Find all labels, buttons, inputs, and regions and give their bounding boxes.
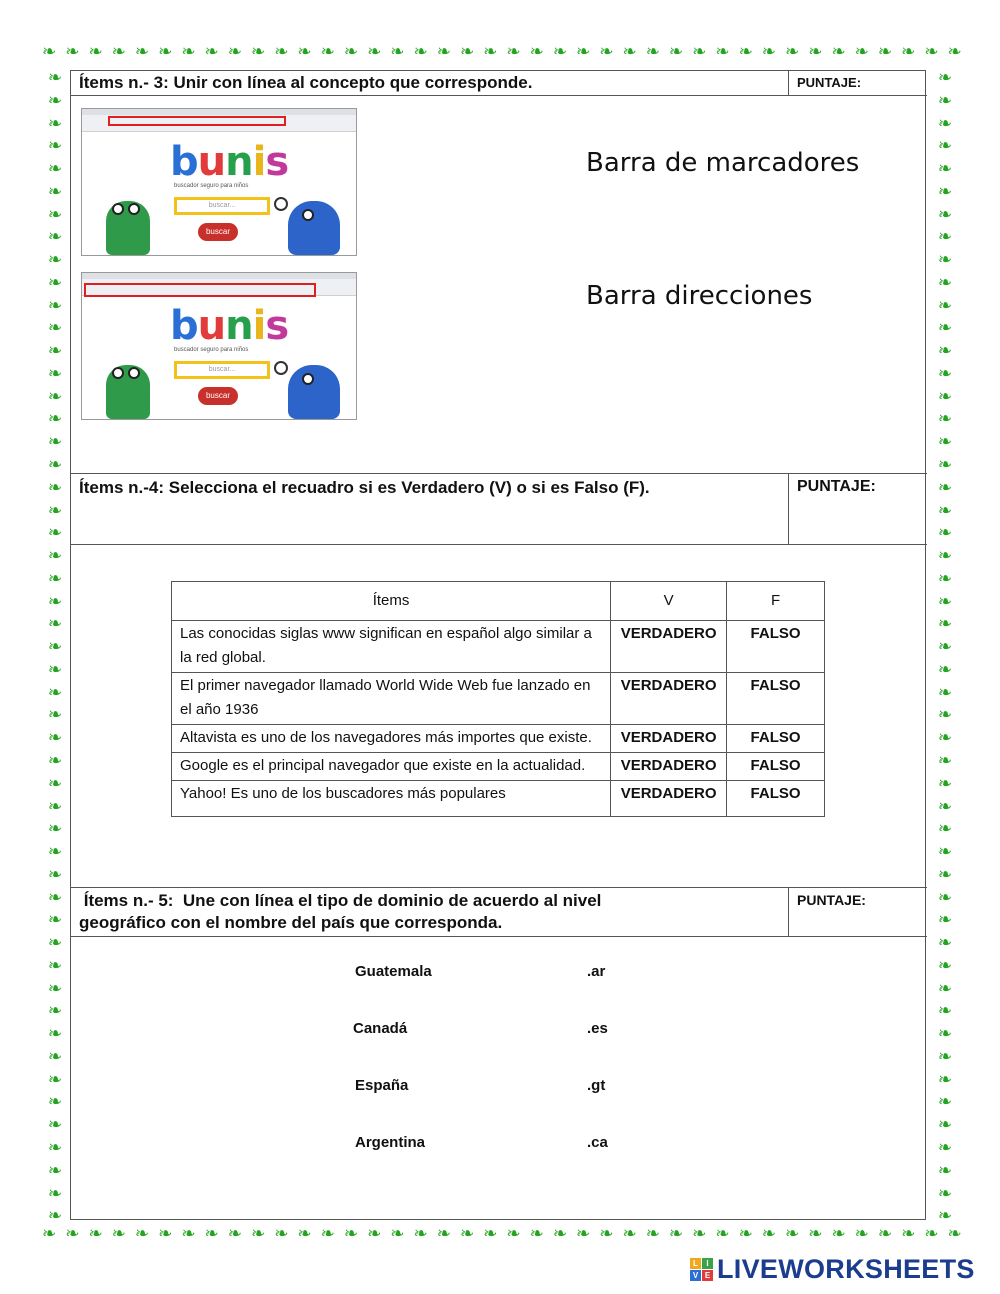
vine-leaf-icon: ❧	[937, 159, 953, 180]
liveworksheets-watermark	[690, 1254, 975, 1285]
vine-leaf-icon: ❧	[47, 978, 63, 999]
vine-leaf-icon: ❧	[42, 44, 57, 62]
vine-leaf-icon: ❧	[937, 546, 953, 567]
statement: El primer navegador llamado World Wide Web fue lanzado en el año 1936	[172, 673, 611, 725]
liveworksheets-text: LIVEWORKSHEETS	[717, 1254, 975, 1284]
vine-leaf-icon: ❧	[924, 44, 939, 62]
vine-leaf-icon: ❧	[250, 44, 266, 62]
option-verdadero[interactable]: VERDADERO	[611, 673, 727, 725]
vine-leaf-icon: ❧	[47, 227, 63, 248]
vine-leaf-icon: ❧	[808, 1226, 823, 1244]
vine-leaf-icon: ❧	[937, 887, 953, 908]
vine-leaf-icon: ❧	[483, 44, 498, 62]
vine-leaf-icon: ❧	[111, 1226, 126, 1244]
section3-body	[71, 96, 927, 474]
vine-leaf-icon: ❧	[47, 409, 63, 430]
vine-border-top	[42, 44, 962, 66]
vine-leaf-icon: ❧	[390, 1226, 405, 1244]
vine-leaf-icon: ❧	[47, 659, 63, 680]
vine-leaf-icon: ❧	[937, 1092, 953, 1113]
vine-leaf-icon: ❧	[42, 1226, 57, 1244]
vine-border-bottom	[42, 1226, 962, 1248]
screenshot-bookmarks-bar[interactable]	[81, 272, 357, 420]
vine-leaf-icon: ❧	[937, 773, 953, 794]
vine-leaf-icon: ❧	[785, 44, 800, 62]
vine-leaf-icon: ❧	[937, 1137, 953, 1158]
section4-header	[71, 474, 927, 545]
vine-leaf-icon: ❧	[47, 1183, 63, 1204]
vine-leaf-icon: ❧	[250, 1226, 266, 1244]
vine-leaf-icon: ❧	[47, 70, 63, 88]
vine-leaf-icon: ❧	[158, 1226, 173, 1244]
vine-leaf-icon: ❧	[65, 44, 80, 62]
vine-leaf-icon: ❧	[274, 1226, 289, 1244]
vine-leaf-icon: ❧	[937, 90, 953, 111]
vine-leaf-icon: ❧	[785, 1226, 800, 1244]
vine-leaf-icon: ❧	[227, 44, 242, 62]
bunis-logo: bunis	[170, 139, 289, 185]
vine-leaf-icon: ❧	[47, 1001, 63, 1022]
vine-leaf-icon: ❧	[937, 272, 953, 293]
vine-leaf-icon: ❧	[715, 1226, 730, 1244]
monster-eye-icon	[128, 203, 140, 215]
section3-header	[71, 71, 927, 96]
country-espana[interactable]: España	[355, 1077, 409, 1094]
vine-leaf-icon: ❧	[158, 44, 173, 62]
country-canada[interactable]: Canadá	[353, 1020, 408, 1037]
option-falso[interactable]: FALSO	[727, 673, 825, 725]
section5-body	[71, 937, 927, 1220]
section5-title	[79, 890, 779, 934]
worksheet	[70, 70, 926, 1220]
vine-leaf-icon: ❧	[506, 44, 521, 62]
vine-leaf-icon: ❧	[47, 1206, 63, 1226]
vine-leaf-icon: ❧	[645, 1226, 660, 1244]
vine-leaf-icon: ❧	[47, 523, 63, 544]
vine-leaf-icon: ❧	[599, 44, 614, 62]
bunis-tagline: buscador seguro para niños	[174, 347, 249, 353]
statement: Altavista es uno de los navegadores más importes que existe.	[172, 725, 611, 753]
vine-leaf-icon: ❧	[552, 44, 568, 62]
vine-leaf-icon: ❧	[738, 44, 753, 62]
vine-leaf-icon: ❧	[937, 204, 953, 225]
option-verdadero[interactable]: VERDADERO	[611, 725, 727, 753]
vine-leaf-icon: ❧	[937, 819, 953, 840]
vine-leaf-icon: ❧	[297, 1226, 312, 1244]
vine-leaf-icon: ❧	[47, 933, 63, 954]
vine-leaf-icon: ❧	[937, 1115, 953, 1136]
vine-leaf-icon: ❧	[937, 227, 953, 248]
vine-leaf-icon: ❧	[320, 1226, 335, 1244]
vine-leaf-icon: ❧	[343, 44, 359, 62]
section5-title-line1: Ítems n.- 5: Une con línea el tipo de dominio de acuerdo al nivel	[79, 891, 602, 910]
vine-leaf-icon: ❧	[937, 910, 953, 931]
magnifier-icon	[274, 361, 288, 375]
vine-leaf-icon: ❧	[47, 455, 63, 476]
vine-leaf-icon: ❧	[47, 477, 63, 498]
vine-leaf-icon: ❧	[877, 1226, 893, 1244]
vine-leaf-icon: ❧	[204, 1226, 219, 1244]
vine-leaf-icon: ❧	[47, 136, 63, 157]
section4-title: Ítems n.-4: Selecciona el recuadro si es Verdadero (V) o si es Falso (F).	[79, 478, 650, 497]
vine-leaf-icon: ❧	[937, 637, 953, 658]
vine-leaf-icon: ❧	[937, 318, 953, 339]
statement: Yahoo! Es uno de los buscadores más populares	[172, 781, 611, 817]
vine-leaf-icon: ❧	[65, 1226, 80, 1244]
domain-ca[interactable]: .ca	[587, 1134, 608, 1151]
vine-leaf-icon: ❧	[529, 1226, 544, 1244]
vine-leaf-icon: ❧	[134, 44, 150, 62]
vine-border-left	[44, 70, 66, 1226]
vine-leaf-icon: ❧	[47, 295, 63, 316]
vine-leaf-icon: ❧	[47, 568, 63, 589]
vine-leaf-icon: ❧	[937, 750, 953, 771]
vine-leaf-icon: ❧	[47, 796, 63, 817]
vine-leaf-icon: ❧	[181, 44, 196, 62]
vine-leaf-icon: ❧	[937, 955, 953, 976]
vine-leaf-icon: ❧	[47, 819, 63, 840]
vine-leaf-icon: ❧	[367, 1226, 382, 1244]
vine-leaf-icon: ❧	[459, 44, 475, 62]
statement: Google es el principal navegador que existe en la actualidad.	[172, 753, 611, 781]
vine-leaf-icon: ❧	[47, 591, 63, 612]
vine-leaf-icon: ❧	[937, 614, 953, 635]
bookmarks-bar-highlight	[84, 283, 316, 297]
vine-leaf-icon: ❧	[937, 1024, 953, 1045]
country-argentina[interactable]: Argentina	[355, 1134, 426, 1151]
vine-leaf-icon: ❧	[831, 1226, 846, 1244]
bunis-tagline: buscador seguro para niños	[174, 183, 249, 189]
vine-leaf-icon: ❧	[831, 44, 846, 62]
magnifier-icon	[274, 197, 288, 211]
section5-header	[71, 888, 927, 937]
vine-leaf-icon: ❧	[877, 44, 893, 62]
vine-leaf-icon: ❧	[901, 1226, 916, 1244]
vine-leaf-icon: ❧	[937, 363, 953, 384]
vine-leaf-icon: ❧	[47, 546, 63, 567]
vine-leaf-icon: ❧	[47, 1092, 63, 1113]
vine-leaf-icon: ❧	[181, 1226, 196, 1244]
vine-leaf-icon: ❧	[47, 614, 63, 635]
vine-leaf-icon: ❧	[459, 1226, 475, 1244]
true-false-table	[171, 581, 825, 817]
browser-tabstrip	[82, 109, 356, 115]
vine-leaf-icon: ❧	[937, 113, 953, 134]
vine-leaf-icon: ❧	[937, 933, 953, 954]
vine-leaf-icon: ❧	[47, 705, 63, 726]
vine-leaf-icon: ❧	[47, 864, 63, 885]
vine-leaf-icon: ❧	[622, 44, 637, 62]
vine-leaf-icon: ❧	[47, 682, 63, 703]
vine-leaf-icon: ❧	[937, 842, 953, 863]
domain-ar[interactable]: .ar	[587, 963, 606, 980]
vine-leaf-icon: ❧	[576, 44, 591, 62]
vine-leaf-icon: ❧	[947, 44, 962, 62]
vine-leaf-icon: ❧	[937, 341, 953, 362]
vine-leaf-icon: ❧	[937, 250, 953, 271]
vine-leaf-icon: ❧	[937, 568, 953, 589]
table-row	[172, 753, 825, 781]
option-falso[interactable]: FALSO	[727, 621, 825, 673]
vine-leaf-icon: ❧	[937, 1069, 953, 1090]
vine-leaf-icon: ❧	[47, 955, 63, 976]
option-falso[interactable]: FALSO	[727, 753, 825, 781]
vine-leaf-icon: ❧	[436, 44, 451, 62]
vine-leaf-icon: ❧	[47, 386, 63, 407]
vine-leaf-icon: ❧	[668, 44, 684, 62]
vine-leaf-icon: ❧	[937, 386, 953, 407]
vine-leaf-icon: ❧	[47, 910, 63, 931]
vine-leaf-icon: ❧	[761, 44, 777, 62]
vine-leaf-icon: ❧	[47, 1046, 63, 1067]
header-items: Ítems	[172, 582, 611, 621]
vine-leaf-icon: ❧	[645, 44, 660, 62]
vine-leaf-icon: ❧	[47, 728, 63, 749]
table-row	[172, 621, 825, 673]
vine-leaf-icon: ❧	[937, 1206, 953, 1226]
bunis-search-button: buscar	[198, 223, 238, 241]
header-f: F	[727, 582, 825, 621]
vine-leaf-icon: ❧	[937, 432, 953, 453]
table-row	[172, 673, 825, 725]
vine-leaf-icon: ❧	[738, 1226, 753, 1244]
vine-leaf-icon: ❧	[937, 978, 953, 999]
option-verdadero[interactable]: VERDADERO	[611, 781, 727, 817]
monster-eye-icon	[302, 209, 314, 221]
table-row	[172, 781, 825, 817]
vine-leaf-icon: ❧	[937, 500, 953, 521]
option-falso[interactable]: FALSO	[727, 781, 825, 817]
concept-address-bar[interactable]: Barra direcciones	[586, 281, 813, 311]
vine-leaf-icon: ❧	[413, 1226, 428, 1244]
vine-leaf-icon: ❧	[937, 1046, 953, 1067]
vine-leaf-icon: ❧	[47, 500, 63, 521]
vine-leaf-icon: ❧	[622, 1226, 637, 1244]
vine-leaf-icon: ❧	[937, 728, 953, 749]
vine-leaf-icon: ❧	[47, 773, 63, 794]
option-verdadero[interactable]: VERDADERO	[611, 753, 727, 781]
vine-leaf-icon: ❧	[947, 1226, 962, 1244]
country-guatemala[interactable]: Guatemala	[355, 963, 432, 980]
vine-leaf-icon: ❧	[937, 796, 953, 817]
domain-gt[interactable]: .gt	[587, 1077, 606, 1094]
vine-leaf-icon: ❧	[506, 1226, 521, 1244]
vine-leaf-icon: ❧	[227, 1226, 242, 1244]
vine-leaf-icon: ❧	[937, 70, 953, 88]
bunis-logo: bunis	[170, 303, 289, 349]
vine-leaf-icon: ❧	[937, 523, 953, 544]
vine-leaf-icon: ❧	[47, 887, 63, 908]
vine-leaf-icon: ❧	[937, 1160, 953, 1181]
monster-eye-icon	[112, 203, 124, 215]
vine-leaf-icon: ❧	[808, 44, 823, 62]
vine-leaf-icon: ❧	[47, 637, 63, 658]
bunis-search-box: buscar...	[174, 197, 270, 215]
vine-leaf-icon: ❧	[937, 477, 953, 498]
section5-score-label: PUNTAJE:	[788, 888, 927, 936]
blue-monster-icon	[288, 201, 340, 255]
vine-leaf-icon: ❧	[692, 44, 707, 62]
browser-tabstrip	[82, 273, 356, 279]
vine-leaf-icon: ❧	[88, 1226, 103, 1244]
vine-leaf-icon: ❧	[937, 295, 953, 316]
vine-leaf-icon: ❧	[47, 113, 63, 134]
vine-leaf-icon: ❧	[47, 204, 63, 225]
vine-leaf-icon: ❧	[47, 750, 63, 771]
vine-leaf-icon: ❧	[924, 1226, 939, 1244]
vine-leaf-icon: ❧	[47, 341, 63, 362]
concept-bookmarks-bar[interactable]: Barra de marcadores	[586, 148, 860, 178]
vine-leaf-icon: ❧	[390, 44, 405, 62]
vine-leaf-icon: ❧	[901, 44, 916, 62]
vine-leaf-icon: ❧	[715, 44, 730, 62]
vine-leaf-icon: ❧	[937, 1001, 953, 1022]
vine-leaf-icon: ❧	[367, 44, 382, 62]
vine-border-right	[934, 70, 956, 1226]
vine-leaf-icon: ❧	[88, 44, 103, 62]
vine-leaf-icon: ❧	[47, 181, 63, 202]
vine-leaf-icon: ❧	[320, 44, 335, 62]
vine-leaf-icon: ❧	[937, 181, 953, 202]
vine-leaf-icon: ❧	[576, 1226, 591, 1244]
vine-leaf-icon: ❧	[47, 1069, 63, 1090]
bunis-search-box: buscar...	[174, 361, 270, 379]
vine-leaf-icon: ❧	[937, 409, 953, 430]
vine-leaf-icon: ❧	[937, 136, 953, 157]
vine-leaf-icon: ❧	[47, 318, 63, 339]
vine-leaf-icon: ❧	[552, 1226, 568, 1244]
vine-leaf-icon: ❧	[692, 1226, 707, 1244]
section4-score-label: PUNTAJE:	[788, 474, 927, 544]
vine-leaf-icon: ❧	[413, 44, 428, 62]
vine-leaf-icon: ❧	[47, 1115, 63, 1136]
bunis-search-button: buscar	[198, 387, 238, 405]
monster-eye-icon	[302, 373, 314, 385]
vine-leaf-icon: ❧	[47, 250, 63, 271]
vine-leaf-icon: ❧	[937, 705, 953, 726]
vine-leaf-icon: ❧	[343, 1226, 359, 1244]
section3-title: Ítems n.- 3: Unir con línea al concepto que corresponde.	[79, 73, 533, 92]
domain-es[interactable]: .es	[587, 1020, 608, 1037]
vine-leaf-icon: ❧	[134, 1226, 150, 1244]
vine-leaf-icon: ❧	[274, 44, 289, 62]
vine-leaf-icon: ❧	[47, 432, 63, 453]
monster-eye-icon	[128, 367, 140, 379]
vine-leaf-icon: ❧	[761, 1226, 777, 1244]
vine-leaf-icon: ❧	[937, 659, 953, 680]
vine-leaf-icon: ❧	[668, 1226, 684, 1244]
vine-leaf-icon: ❧	[854, 44, 869, 62]
table-row	[172, 725, 825, 753]
vine-leaf-icon: ❧	[529, 44, 544, 62]
option-falso[interactable]: FALSO	[727, 725, 825, 753]
address-bar-highlight	[108, 116, 286, 126]
vine-leaf-icon: ❧	[111, 44, 126, 62]
vine-leaf-icon: ❧	[599, 1226, 614, 1244]
vine-leaf-icon: ❧	[937, 864, 953, 885]
statement: Las conocidas siglas www significan en español algo similar a la red global.	[172, 621, 611, 673]
vine-leaf-icon: ❧	[854, 1226, 869, 1244]
vine-leaf-icon: ❧	[937, 591, 953, 612]
vine-leaf-icon: ❧	[47, 1160, 63, 1181]
vine-leaf-icon: ❧	[937, 682, 953, 703]
vine-leaf-icon: ❧	[47, 272, 63, 293]
table-header-row	[172, 582, 825, 621]
vine-leaf-icon: ❧	[297, 44, 312, 62]
section5-title-line2: geográfico con el nombre del país que corresponda.	[79, 913, 503, 932]
blue-monster-icon	[288, 365, 340, 419]
screenshot-address-bar[interactable]	[81, 108, 357, 256]
vine-leaf-icon: ❧	[937, 455, 953, 476]
vine-leaf-icon: ❧	[204, 44, 219, 62]
vine-leaf-icon: ❧	[47, 159, 63, 180]
header-v: V	[611, 582, 727, 621]
vine-leaf-icon: ❧	[436, 1226, 451, 1244]
vine-leaf-icon: ❧	[47, 842, 63, 863]
vine-leaf-icon: ❧	[47, 363, 63, 384]
section3-score-label: PUNTAJE:	[788, 71, 927, 95]
vine-leaf-icon: ❧	[483, 1226, 498, 1244]
vine-leaf-icon: ❧	[47, 1024, 63, 1045]
vine-leaf-icon: ❧	[937, 1183, 953, 1204]
option-verdadero[interactable]: VERDADERO	[611, 621, 727, 673]
vine-leaf-icon: ❧	[47, 90, 63, 111]
monster-eye-icon	[112, 367, 124, 379]
liveworksheets-logo-icon: L I V E	[690, 1258, 713, 1281]
vine-leaf-icon: ❧	[47, 1137, 63, 1158]
